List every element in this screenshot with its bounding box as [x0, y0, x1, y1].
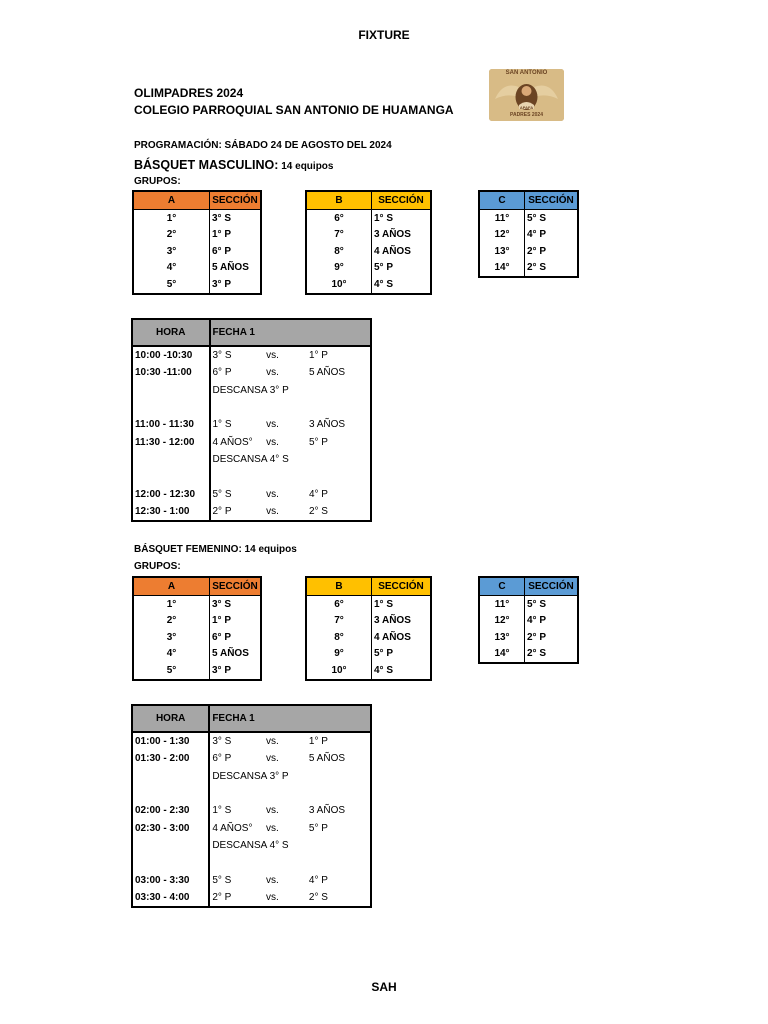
team-away: 5° P	[308, 436, 328, 448]
fixture-row	[132, 416, 371, 433]
versus: vs.	[266, 350, 279, 362]
fixture-row	[132, 485, 371, 502]
team-number: 3°	[133, 629, 210, 646]
team-home: 5° S	[212, 488, 232, 500]
seccion-header: SECCIÓN	[372, 577, 432, 596]
femenino-title: BÁSQUET FEMENINO: 14 equipos	[134, 544, 297, 555]
school-name: COLEGIO PARROQUIAL SAN ANTONIO DE HUAMANGA	[134, 103, 454, 117]
fixture-empty-row	[132, 785, 371, 802]
team-section: 4 AÑOS	[372, 243, 432, 260]
team-section: 5° P	[372, 646, 432, 663]
match-time: 03:00 - 3:30	[132, 871, 209, 888]
schedule-date: PROGRAMACIÓN: SÁBADO 24 DE AGOSTO DEL 2024	[134, 140, 392, 151]
team-number: 1°	[133, 596, 210, 613]
team-away: 5° P	[308, 822, 328, 834]
team-away: 3 AÑOS	[308, 419, 346, 431]
team-away: 1° P	[308, 350, 328, 362]
fecha-header: FECHA 1	[210, 319, 372, 346]
team-section: 4° S	[372, 276, 432, 294]
fixture-empty-row	[132, 854, 371, 871]
team-section: 2° S	[525, 260, 579, 278]
team-section: 1° S	[372, 210, 432, 227]
team-number: 9°	[306, 646, 372, 663]
seccion-header: SECCIÓN	[210, 191, 262, 210]
team-section: 4° P	[525, 613, 579, 630]
femenino-group-b-table	[305, 576, 432, 681]
fixture-row	[132, 364, 371, 381]
team-section: 5 AÑOS	[210, 260, 262, 277]
team-number: 12°	[479, 613, 525, 630]
footer-text: SAH	[371, 980, 397, 994]
fecha-header: FECHA 1	[209, 705, 371, 732]
logo-mid-text: APAFA	[519, 105, 534, 110]
team-section: 5° P	[372, 260, 432, 277]
team-section: 3° S	[210, 210, 262, 227]
rest-note: DESCANSA 4° S	[212, 839, 289, 851]
fixture-row	[132, 871, 371, 888]
fixture-row	[132, 750, 371, 767]
match-time: 11:00 - 11:30	[132, 416, 210, 433]
team-section: 3° P	[210, 276, 262, 294]
team-number: 10°	[306, 276, 372, 294]
versus: vs.	[265, 805, 279, 817]
team-section: 3 AÑOS	[372, 227, 432, 244]
versus: vs.	[265, 891, 279, 903]
group-name: A	[133, 191, 210, 210]
logo-top-text: SAN ANTONIO	[505, 70, 548, 76]
group-header-row	[133, 191, 261, 210]
femenino-group-c-table	[478, 576, 579, 664]
masculino-group-c-table	[478, 190, 579, 278]
team-number: 12°	[479, 227, 525, 244]
team-section: 4° S	[372, 662, 432, 680]
group-name: C	[479, 577, 525, 596]
team-number: 8°	[306, 243, 372, 260]
team-section: 3° S	[210, 596, 262, 613]
hora-header: HORA	[132, 705, 209, 732]
team-away: 5 AÑOS	[308, 367, 346, 379]
team-home: 2° P	[212, 505, 232, 517]
match-time: 03:30 - 4:00	[132, 889, 209, 907]
match-time: 10:30 -11:00	[132, 364, 210, 381]
rest-note: DESCANSA 3° P	[212, 770, 289, 782]
versus: vs.	[266, 419, 279, 431]
team-number: 9°	[306, 260, 372, 277]
femenino-grupos-label: GRUPOS:	[134, 561, 181, 572]
team-section: 6° P	[210, 243, 262, 260]
team-number: 11°	[479, 596, 525, 613]
versus: vs.	[265, 822, 279, 834]
match-time: 10:00 -10:30	[132, 346, 210, 364]
team-away: 3 AÑOS	[308, 805, 346, 817]
team-section: 6° P	[210, 629, 262, 646]
versus: vs.	[266, 488, 279, 500]
match-time	[132, 451, 210, 468]
team-section: 5° S	[525, 210, 579, 227]
team-number: 6°	[306, 596, 372, 613]
team-away: 4° P	[308, 874, 328, 886]
team-number: 7°	[306, 227, 372, 244]
team-home: 4 AÑOS°	[212, 822, 253, 834]
team-number: 14°	[479, 646, 525, 664]
team-number: 13°	[479, 243, 525, 260]
team-section: 2° P	[525, 243, 579, 260]
team-away: 5 AÑOS	[308, 753, 346, 765]
document-title: FIXTURE	[358, 28, 410, 42]
fixture-rest-row	[132, 451, 371, 468]
fixture-row	[132, 503, 371, 521]
group-header-row	[306, 577, 431, 596]
match-time: 02:00 - 2:30	[132, 802, 209, 819]
versus: vs.	[265, 753, 279, 765]
team-section: 1° P	[210, 613, 262, 630]
team-away: 4° P	[308, 488, 328, 500]
team-home: 3° S	[212, 736, 232, 748]
group-name: B	[306, 577, 372, 596]
femenino-group-a-table	[132, 576, 262, 681]
fixture-row	[132, 802, 371, 819]
group-name: B	[306, 191, 372, 210]
fixture-row	[132, 433, 371, 450]
team-away: 2° S	[308, 505, 328, 517]
team-number: 5°	[133, 662, 210, 680]
match-time: 12:00 - 12:30	[132, 485, 210, 502]
rest-note: DESCANSA 4° S	[212, 453, 289, 465]
team-home: 5° S	[212, 874, 232, 886]
team-home: 1° S	[212, 419, 232, 431]
group-header-row	[306, 191, 431, 210]
masculino-title-main: BÁSQUET MASCULINO:	[134, 158, 279, 172]
team-home: 2° P	[212, 891, 232, 903]
team-number: 4°	[133, 260, 210, 277]
fixture-row	[132, 819, 371, 836]
group-header-row	[479, 191, 578, 210]
team-number: 1°	[133, 210, 210, 227]
fixture-rest-row	[132, 837, 371, 854]
masculino-fixture-table	[131, 318, 372, 522]
match-time	[132, 382, 210, 399]
team-number: 14°	[479, 260, 525, 278]
rest-note: DESCANSA 3° P	[212, 384, 289, 396]
versus: vs.	[266, 436, 279, 448]
fixture-row	[132, 889, 371, 907]
team-home: 3° S	[212, 350, 232, 362]
team-number: 13°	[479, 629, 525, 646]
femenino-fixture-table	[131, 704, 372, 908]
masculino-group-b-table	[305, 190, 432, 295]
team-number: 2°	[133, 227, 210, 244]
fixture-header-row	[132, 705, 371, 732]
versus: vs.	[265, 736, 279, 748]
match-time: 12:30 - 1:00	[132, 503, 210, 521]
match-time: 11:30 - 12:00	[132, 433, 210, 450]
seccion-header: SECCIÓN	[525, 191, 579, 210]
hora-header: HORA	[132, 319, 210, 346]
versus: vs.	[265, 874, 279, 886]
team-section: 2° P	[525, 629, 579, 646]
fixture-rest-row	[132, 382, 371, 399]
team-section: 2° S	[525, 646, 579, 664]
team-section: 1° P	[210, 227, 262, 244]
fixture-row	[132, 346, 371, 364]
seccion-header: SECCIÓN	[372, 191, 432, 210]
team-section: 4° P	[525, 227, 579, 244]
seccion-header: SECCIÓN	[210, 577, 262, 596]
fixture-empty-row	[132, 468, 371, 485]
versus: vs.	[266, 367, 279, 379]
group-name: C	[479, 191, 525, 210]
team-number: 3°	[133, 243, 210, 260]
team-section: 4 AÑOS	[372, 629, 432, 646]
masculino-grupos-label: GRUPOS:	[134, 176, 181, 187]
team-number: 11°	[479, 210, 525, 227]
school-logo	[489, 69, 564, 121]
masculino-title	[134, 156, 333, 174]
team-away: 2° S	[308, 891, 328, 903]
match-time: 01:30 - 2:00	[132, 750, 209, 767]
fixture-rest-row	[132, 768, 371, 785]
masculino-group-a-table	[132, 190, 262, 295]
fixture-row	[132, 732, 371, 750]
team-number: 6°	[306, 210, 372, 227]
team-home: 6° P	[212, 753, 232, 765]
group-name: A	[133, 577, 210, 596]
event-name: OLIMPADRES 2024	[134, 86, 244, 100]
fixture-empty-row	[132, 399, 371, 416]
match-time	[132, 768, 209, 785]
match-time	[132, 837, 209, 854]
team-number: 2°	[133, 613, 210, 630]
masculino-title-count: 14 equipos	[278, 161, 334, 172]
match-time: 01:00 - 1:30	[132, 732, 209, 750]
match-time: 02:30 - 3:00	[132, 819, 209, 836]
versus: vs.	[266, 505, 279, 517]
team-number: 4°	[133, 646, 210, 663]
group-header-row	[479, 577, 578, 596]
team-number: 5°	[133, 276, 210, 294]
fixture-header-row	[132, 319, 371, 346]
team-away: 1° P	[308, 736, 328, 748]
team-home: 6° P	[212, 367, 232, 379]
team-number: 8°	[306, 629, 372, 646]
group-header-row	[133, 577, 261, 596]
team-section: 3° P	[210, 662, 262, 680]
team-number: 7°	[306, 613, 372, 630]
team-section: 3 AÑOS	[372, 613, 432, 630]
logo-bottom-text: PADRES 2024	[510, 112, 543, 118]
team-section: 5 AÑOS	[210, 646, 262, 663]
team-section: 1° S	[372, 596, 432, 613]
team-section: 5° S	[525, 596, 579, 613]
seccion-header: SECCIÓN	[525, 577, 579, 596]
team-number: 10°	[306, 662, 372, 680]
team-home: 4 AÑOS°	[212, 436, 253, 448]
team-home: 1° S	[212, 805, 232, 817]
